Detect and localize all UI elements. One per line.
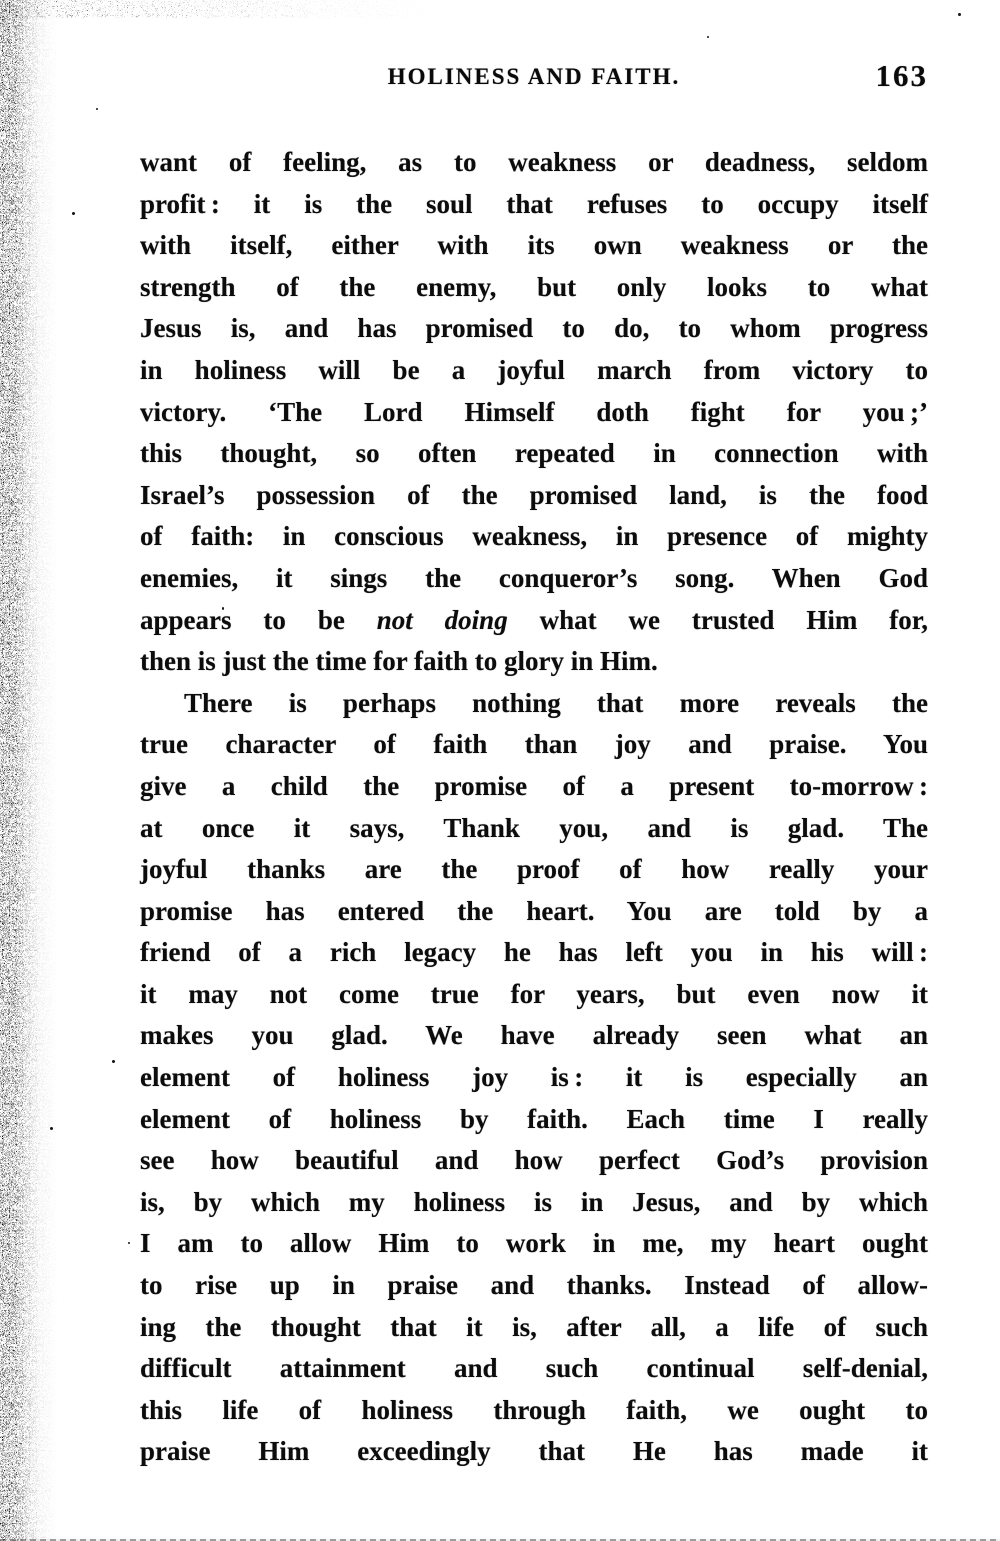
ink-speck xyxy=(96,108,98,110)
ink-speck xyxy=(72,212,75,215)
ink-speck xyxy=(50,1127,53,1130)
text-line-with-italic xyxy=(140,600,928,642)
text-line: give a child the promise of a present to-morrow : xyxy=(140,770,928,801)
text-line: Israel’s possession of the promised land, is the food xyxy=(140,479,928,510)
text-segment: what we trusted Him for, xyxy=(507,604,928,635)
text-line: this thought, so often repeated in connection with xyxy=(140,438,928,469)
scan-noise-left-edge xyxy=(0,0,60,1541)
text-column xyxy=(140,58,928,1473)
text-line: in holiness will be a joyful march from victory to xyxy=(140,354,928,385)
text-line: promise has entered the heart. You are told by a xyxy=(140,895,928,926)
text-line: is, by which my holiness is in Jesus, and by which xyxy=(140,1186,928,1217)
text-line: then is just the time for faith to glory in Him. xyxy=(140,646,658,677)
text-line: want of feeling, as to weakness or deadness, seldom xyxy=(140,147,928,177)
ink-speck xyxy=(128,1242,130,1244)
ink-speck xyxy=(707,36,709,38)
text-line: joyful thanks are the proof of how really your xyxy=(140,854,928,885)
text-line: strength of the enemy, but only looks to what xyxy=(140,271,928,302)
text-line: see how beautiful and how perfect God’s provision xyxy=(140,1145,928,1176)
page-number: 163 xyxy=(875,58,928,93)
text-line: this life of holiness through faith, we ought to xyxy=(140,1394,928,1425)
text-line: I am to allow Him to work in me, my heart ought xyxy=(140,1228,928,1259)
text-line: true character of faith than joy and praise. You xyxy=(140,729,928,760)
text-line: There is perhaps nothing that more reveals the xyxy=(184,687,928,718)
text-line: praise Him exceedingly that He has made it xyxy=(140,1436,928,1467)
text-line: victory. ‘The Lord Himself doth fight for you ;’ xyxy=(140,396,928,427)
text-line: to rise up in praise and thanks. Instead of allow- xyxy=(140,1270,928,1301)
text-line: at once it says, Thank you, and is glad. The xyxy=(140,812,928,843)
text-line: of faith: in conscious weakness, in presence of mighty xyxy=(140,521,928,552)
italic-phrase: not doing xyxy=(376,604,508,635)
text-line: friend of a rich legacy he has left you in his will : xyxy=(140,937,928,968)
running-title: HOLINESS AND FAITH. xyxy=(387,64,681,89)
text-line: with itself, either with its own weakness or the xyxy=(140,230,928,261)
scan-noise-top-edge xyxy=(0,0,440,18)
ink-speck xyxy=(958,13,961,16)
text-line: profit : it is the soul that refuses to occupy itself xyxy=(140,188,928,219)
running-head xyxy=(140,58,928,98)
text-line: Jesus is, and has promised to do, to whom progress xyxy=(140,313,928,344)
ink-speck xyxy=(112,1060,115,1063)
body-text xyxy=(140,142,928,1473)
text-line: enemies, it sings the conqueror’s song. When God xyxy=(140,562,928,593)
text-line: element of holiness by faith. Each time I really xyxy=(140,1103,928,1134)
text-line: makes you glad. We have already seen what an xyxy=(140,1020,928,1051)
text-line: element of holiness joy is : it is especially an xyxy=(140,1062,928,1093)
text-line: ing the thought that it is, after all, a life of such xyxy=(140,1311,928,1342)
text-line: it may not come true for years, but even now it xyxy=(140,978,928,1009)
text-segment: appears to be xyxy=(140,604,377,635)
text-line: difficult attainment and such continual self-denial, xyxy=(140,1353,928,1384)
